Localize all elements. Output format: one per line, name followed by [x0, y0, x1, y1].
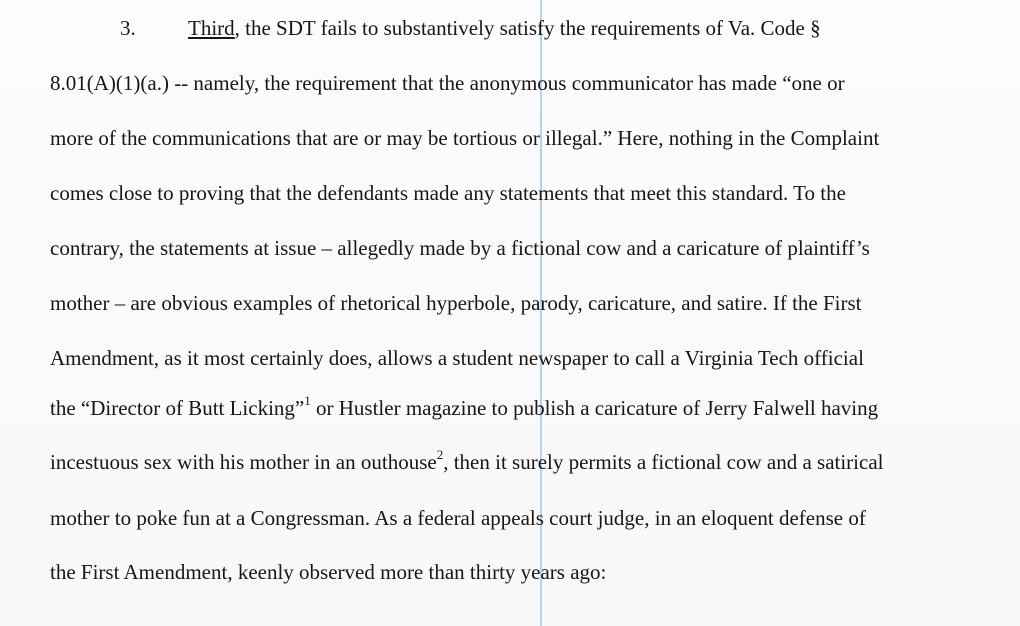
line-8-end: or Hustler magazine to publish a caricature of Jerry Falwell having	[310, 396, 879, 420]
document-line-5: contrary, the statements at issue – allegedly made by a fictional cow and a caricature of plaintiff’s	[50, 236, 870, 260]
document-line-10: mother to poke fun at a Congressman. As a federal appeals court judge, in an eloquent defense of	[50, 506, 866, 530]
document-line-6: mother – are obvious examples of rhetorical hyperbole, parody, caricature, and satire. If the First	[50, 291, 862, 315]
line-9-end: , then it surely permits a fictional cow and a satirical	[443, 450, 884, 474]
line-9-start: incestuous sex with his mother in an outhouse	[50, 450, 437, 474]
document-line-8	[50, 393, 968, 420]
line-1-text: , the SDT fails to substantively satisfy the requirements of Va. Code §	[234, 16, 821, 40]
document-line-2: 8.01(A)(1)(a.) -- namely, the requirement that the anonymous communicator has made “one or	[50, 71, 845, 95]
document-line-9	[50, 447, 968, 474]
document-line-4: comes close to proving that the defendants made any statements that meet this standard. To the	[50, 181, 846, 205]
footnote-marker-1: 1	[304, 393, 311, 408]
line-8-start: the “Director of Butt Licking”	[50, 396, 305, 420]
footnote-marker-2: 2	[436, 447, 444, 462]
paragraph-number: 3.	[120, 16, 136, 40]
document-line-7: Amendment, as it most certainly does, allows a student newspaper to call a Virginia Tech official	[50, 346, 864, 370]
document-line-1	[50, 16, 968, 40]
document-line-3: more of the communications that are or may be tortious or illegal.” Here, nothing in the Complaint	[50, 126, 880, 150]
document-line-11: the First Amendment, keenly observed more than thirty years ago:	[50, 560, 607, 584]
underlined-word-third: Third	[188, 16, 235, 40]
